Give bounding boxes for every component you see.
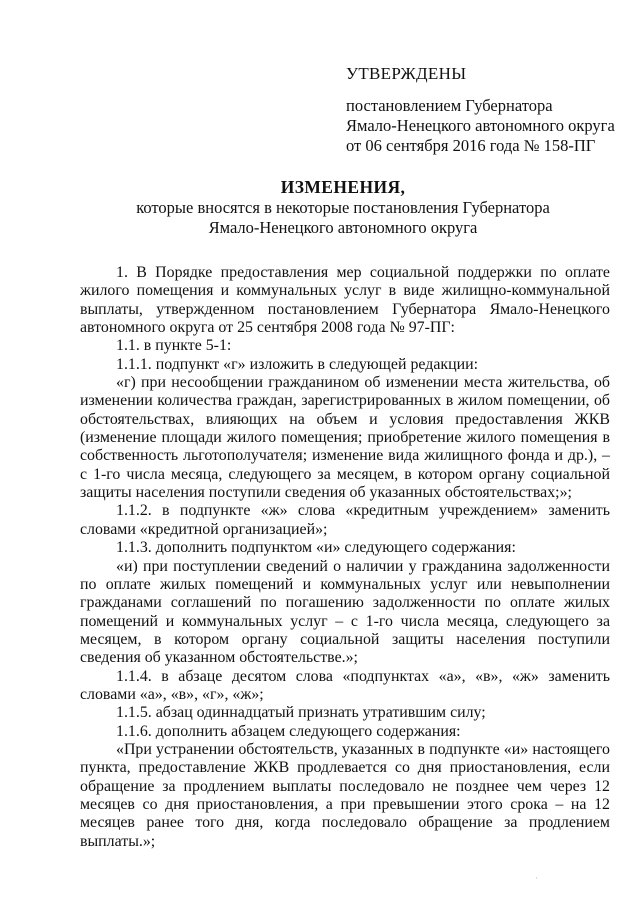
approval-line: Ямало-Ненецкого автономного округа	[346, 116, 615, 135]
paragraph: 1.1. в пункте 5-1:	[116, 337, 232, 355]
paragraph: 1.1.6. дополнить абзацем следующего содержания:	[116, 722, 461, 740]
document-subtitle-line: Ямало-Ненецкого автономного округа	[208, 218, 478, 237]
approval-line: постановлением Губернатора	[346, 96, 553, 115]
paragraph: 1.1.1. подпункт «г» изложить в следующей редакции:	[116, 355, 479, 373]
approval-block	[346, 64, 626, 156]
paragraph: «и) при поступлении сведений о наличии у гражданина задолженности по оплате жилых помещений и коммунальных услуг или невыполнении гражданами соглашений по погашению задолженности по оплате жилых помещений и коммунальных услуг – с 1-го числа месяца, следующего за месяцем, в котором органу социальной защиты населения поступили сведения об указанном обстоятельстве.»;	[80, 557, 610, 667]
document-body	[80, 264, 610, 851]
paragraph: 1.1.2. в подпункте «ж» слова «кредитным учреждением» заменить словами «кредитной организацией»;	[80, 502, 610, 538]
document-subtitle-line: которые вносятся в некоторые постановления Губернатора	[136, 198, 550, 217]
document-title: ИЗМЕНЕНИЯ,	[280, 177, 406, 197]
paragraph: 1. В Порядке предоставления мер социальной поддержки по оплате жилого помещения и коммунальных услуг в виде жилищно-коммунальной выплаты, утвержденном постановлением Губернатора Ямало-Ненецкого автономного округа от 25 сентября 2008 года № 97-ПГ:	[80, 264, 610, 337]
approval-heading: УТВЕРЖДЕНЫ	[346, 64, 467, 83]
scan-mark: ·	[535, 873, 538, 883]
paragraph: 1.1.5. абзац одиннадцатый признать утратившим силу;	[116, 704, 486, 722]
paragraph: 1.1.3. дополнить подпунктом «и» следующего содержания:	[116, 539, 516, 557]
paragraph: «При устранении обстоятельств, указанных в подпункте «и» настоящего пункта, предоставление ЖКВ продлевается со дня приостановления, если обращение за продлением выплаты последовало не позднее чем через 12 месяцев со дня приостановления, а при превышении этого срока – на 12 месяцев ранее того дня, когда последовало обращение за продлением выплаты.»;	[80, 740, 610, 850]
paragraph: «г) при несообщении гражданином об изменении места жительства, об изменении количества граждан, зарегистрированных в жилом помещении, об обстоятельствах, влияющих на объем и условия предоставления ЖКВ (изменение площади жилого помещения; приобретение жилого помещения в собственность льготополучателя; изменение вида жилищного фонда и др.), – с 1-го числа месяца, следующего за месяцем, в котором органу социальной защиты населения поступили сведения об указанных обстоятельствах;»;	[80, 374, 610, 502]
paragraph: 1.1.4. в абзаце десятом слова «подпунктах «а», «в», «ж» заменить словами «а», «в», «г», «ж»;	[80, 667, 610, 703]
document-title-block	[80, 176, 606, 238]
approval-line: от 06 сентября 2016 года № 158-ПГ	[346, 136, 596, 155]
